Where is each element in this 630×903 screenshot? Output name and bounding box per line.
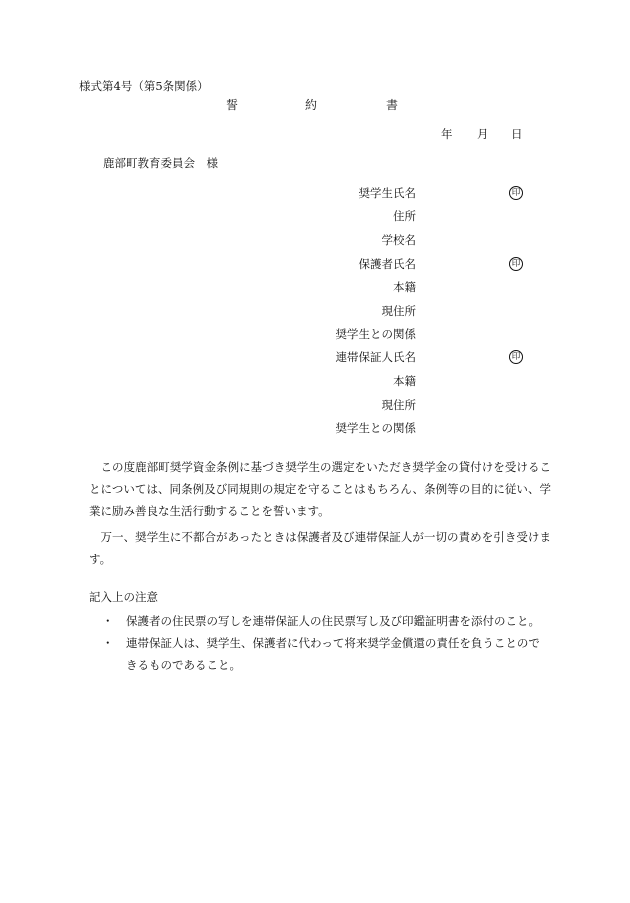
guarantor-domicile-label: 本籍 xyxy=(393,374,416,388)
liability-paragraph: 万一、奨学生に不都合があったときは保護者及び連帯保証人が一切の責めを引き受けます。 xyxy=(89,530,551,566)
bullet-icon: ・ xyxy=(102,636,114,650)
guardian-relationship-label: 奨学生との関係 xyxy=(335,327,416,341)
guardian-name-label: 保護者氏名 xyxy=(358,257,416,271)
notes-heading: 記入上の注意 xyxy=(89,590,158,604)
pledge-paragraph: この度鹿部町奨学資金条例に基づき奨学生の選定をいただき奨学金の貸付けを受けることについては、同条例及び同規則の規定を守ることはもちろん、条例等の目的に従い、学業に励み善良な生活行動することを誓います。 xyxy=(89,460,551,518)
title-char-3: 書 xyxy=(386,98,399,112)
note-item-2-continued: きるものであること。 xyxy=(126,658,241,672)
guarantor-seal-icon: 印 xyxy=(509,350,523,364)
addressee: 鹿部町教育委員会 様 xyxy=(103,156,218,170)
school-name-label: 学校名 xyxy=(381,233,416,247)
note-text: 保護者の住民票の写しを連帯保証人の住民票写し及び印鑑証明書を添付のこと。 xyxy=(126,614,540,628)
date-year: 年 xyxy=(441,127,453,141)
note-item-1 xyxy=(102,610,540,632)
student-address-label: 住所 xyxy=(393,209,416,223)
student-seal-icon: 印 xyxy=(509,186,523,200)
guardian-domicile-label: 本籍 xyxy=(393,280,416,294)
form-number: 様式第4号（第5条関係） xyxy=(79,79,209,93)
title-char-2: 約 xyxy=(305,98,318,112)
guarantor-name-label: 連帯保証人氏名 xyxy=(335,350,416,364)
note-text: 連帯保証人は、奨学生、保護者に代わって将来奨学金償還の責任を負うことので xyxy=(126,636,540,650)
guarantor-relationship-label: 奨学生との関係 xyxy=(335,421,416,435)
bullet-icon: ・ xyxy=(102,614,114,628)
date-month: 月 xyxy=(477,127,489,141)
guardian-current-address-label: 現住所 xyxy=(381,304,416,318)
guarantor-current-address-label: 現住所 xyxy=(381,398,416,412)
guardian-seal-icon: 印 xyxy=(509,257,523,271)
student-name-label: 奨学生氏名 xyxy=(358,186,416,200)
title-char-1: 誓 xyxy=(226,98,239,112)
date-day: 日 xyxy=(511,127,523,141)
note-item-2 xyxy=(102,632,552,654)
